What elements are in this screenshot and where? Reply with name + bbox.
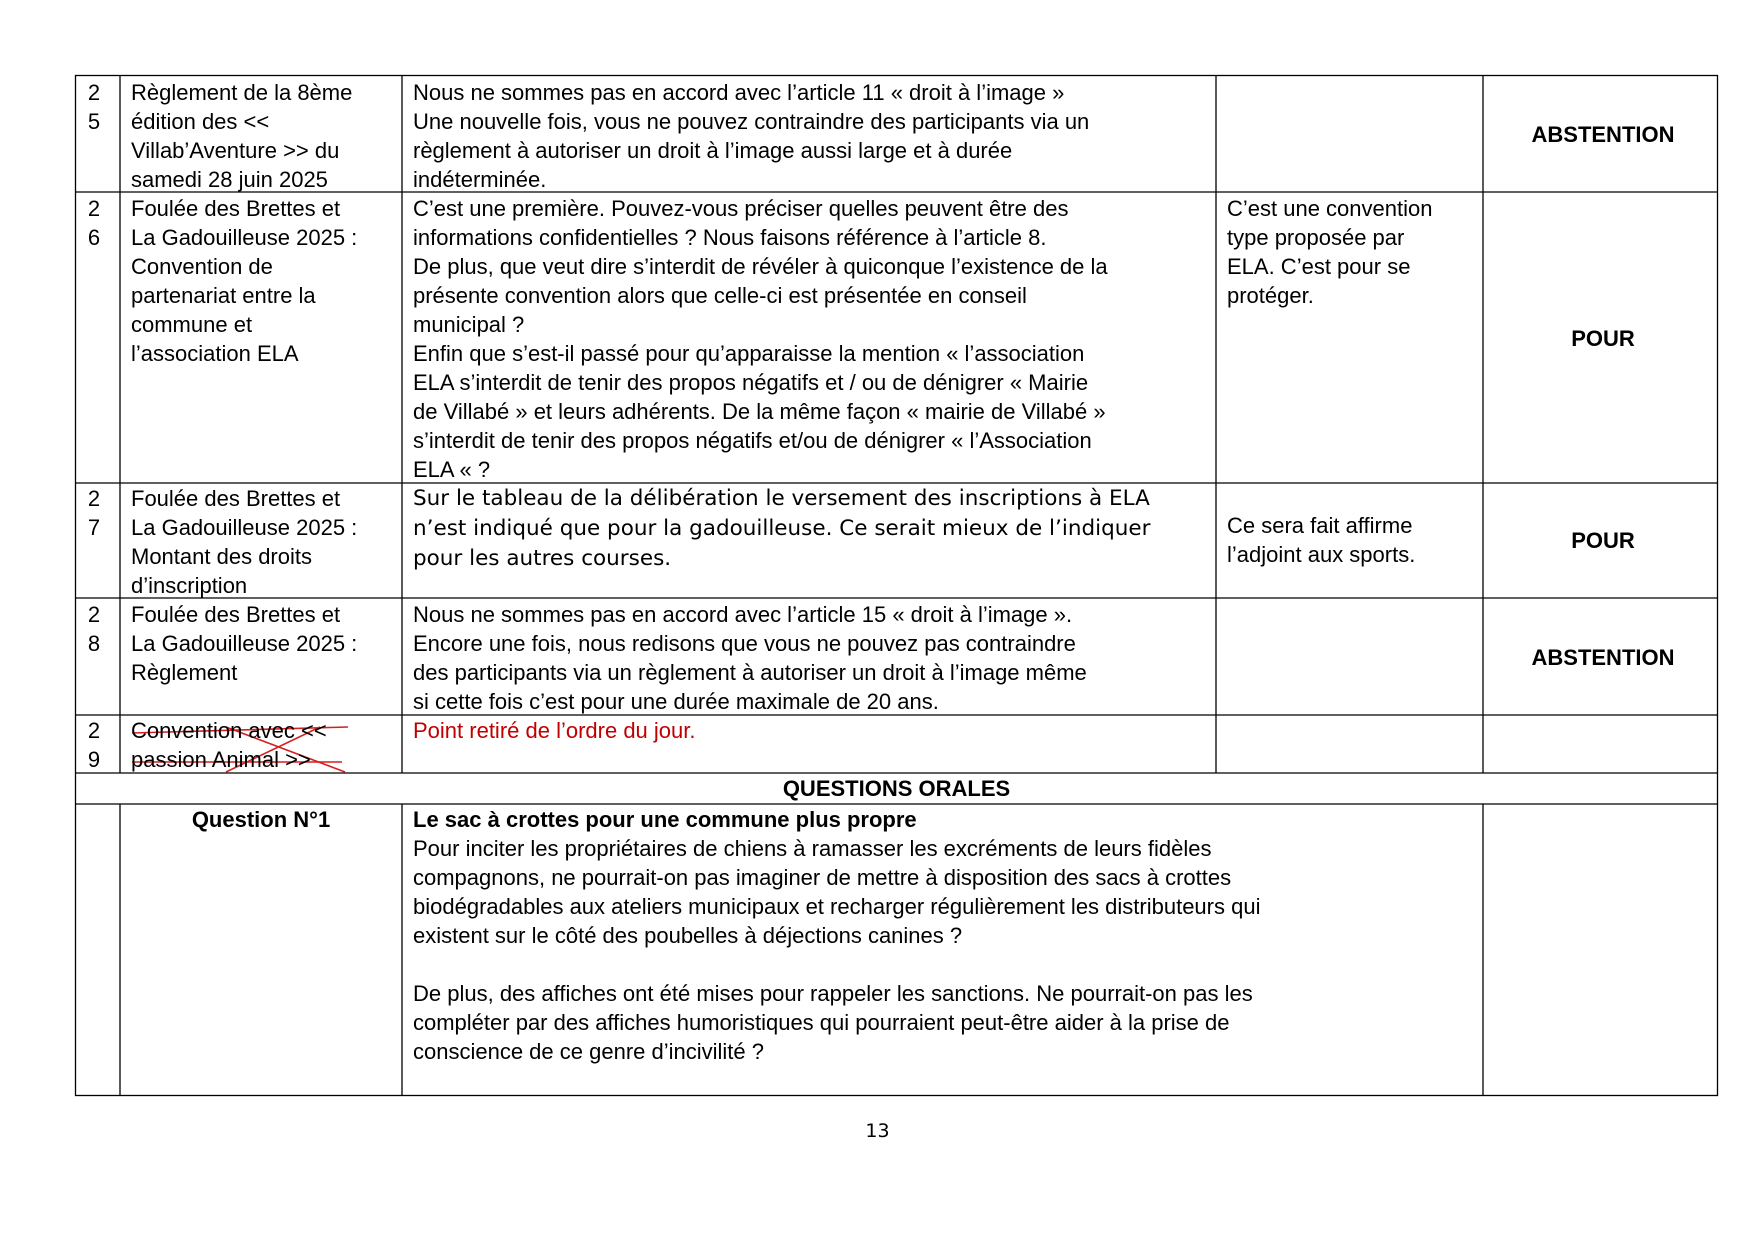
vote-label: POUR (1571, 528, 1635, 553)
question-label: Question N°1 (191, 807, 331, 832)
row-objet: Foulée des Brettes et La Gadouilleuse 2025 : Convention de partenariat entre la commune et l’association ELA (131, 196, 358, 366)
question-title: Le sac à crottes pour une commune plus propre (413, 807, 917, 832)
row-observation: Nous ne sommes pas en accord avec l’article 11 « droit à l’image » Une nouvelle fois, vous ne pouvez contraindre des participants via un règlement à autoriser un droit à l’image aussi large et à durée indéterminée. (413, 80, 1090, 192)
row-number: 2 8 (87, 602, 101, 656)
row-observation: Nous ne sommes pas en accord avec l’article 15 « droit à l’image ». Encore une fois, nous redisons que vous ne pouvez pas contraindre des participants via un règlement à autoriser un droit à l’image même si cette fois c’est pour une durée maximale de 20 ans. (413, 602, 1087, 714)
vote-label: ABSTENTION (1531, 645, 1675, 670)
row-observation: Sur le tableau de la délibération le versement des inscriptions à ELA n’est indiqué que pour la gadouilleuse. Ce serait mieux de l’indiquer pour les autres courses. (413, 486, 1151, 571)
row-number: 2 7 (87, 486, 101, 540)
section-title: QUESTIONS ORALES (782, 776, 1011, 801)
question-body: Le sac à crottes pour une commune plus propre Pour inciter les propriétaires de chiens à ramasser les excréments de leurs fidèles compagnons, ne pourrait-on pas imaginer de mettre à disposition des sacs à crottes biodégradables aux ateliers municipaux et recharger régulièrement les distributeurs qui existent sur le côté des poubelles à déjections canines ? De plus, des affiches ont été mises pour rappeler les sanctions. Ne pourrait-on pas les compléter par des affiches humoristiques qui pourraient peut-être aider à la prise de conscience de ce genre d’incivilité ? (413, 807, 1261, 1064)
row-number: 2 9 (87, 718, 101, 772)
row-objet: Foulée des Brettes et La Gadouilleuse 2025 : Règlement (131, 602, 358, 685)
row-objet: Foulée des Brettes et La Gadouilleuse 2025 : Montant des droits d’inscription (131, 486, 358, 598)
row-number: 2 5 (87, 80, 101, 134)
row-objet-struck: Convention avec << passion Animal >> (131, 718, 327, 772)
row-number: 2 6 (87, 196, 101, 250)
vote-label: ABSTENTION (1531, 122, 1675, 147)
row-objet: Règlement de la 8ème édition des << Villab’Aventure >> du samedi 28 juin 2025 (131, 80, 353, 192)
vote-label: POUR (1571, 326, 1635, 351)
row-reponse: C’est une convention type proposée par ELA. C’est pour se protéger. (1227, 196, 1433, 308)
row-observation-withdrawn: Point retiré de l’ordre du jour. (413, 718, 696, 743)
page-number: 13 (865, 1120, 890, 1142)
row-reponse: Ce sera fait affirme l’adjoint aux sports. (1227, 513, 1416, 567)
row-observation: C’est une première. Pouvez-vous préciser quelles peuvent être des informations confidentielles ? Nous faisons référence à l’article 8. De plus, que veut dire s’interdit de révéler à quiconque l’existence de la présente convention alors que celle-ci est présentée en conseil municipal ? Enfin que s’est-il passé pour qu’apparaisse la mention « l’association ELA s’interdit de tenir des propos négatifs et / ou de dénigrer « Mairie de Villabé » et leurs adhérents. De la même façon « mairie de Villabé » s’interdit de tenir des propos négatifs et/ou de dénigrer « l’Association ELA « ? (413, 196, 1108, 482)
